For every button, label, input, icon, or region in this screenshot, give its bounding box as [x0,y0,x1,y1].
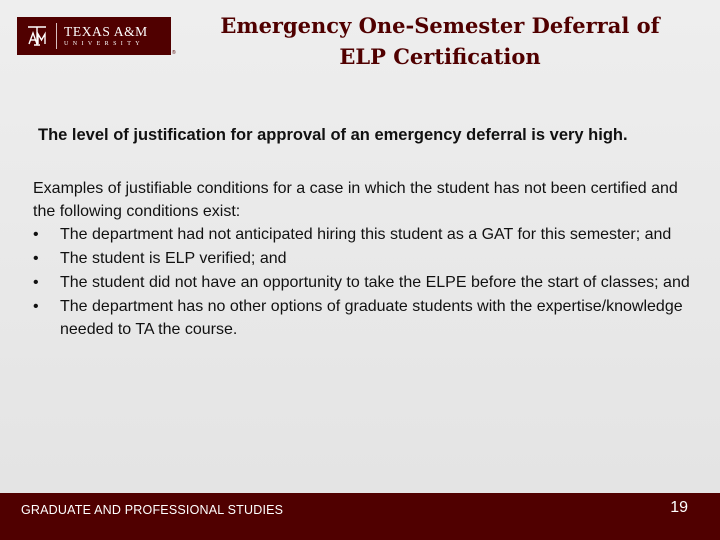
list-item-text: The department had not anticipated hiring this student as a GAT for this semester; and [60,226,672,243]
bullet-dot: • [33,298,39,315]
list-item-text: The department has no other options of graduate students with the expertise/knowledge needed to TA the course. [60,298,683,338]
slide-title-line-1: Emergency One-Semester Deferral of [220,13,660,38]
trademark-mark: ® [172,50,176,56]
list-item [33,247,693,270]
lead-statement: The level of justification for approval of an emergency deferral is very high. [38,126,628,144]
page-number: 19 [670,499,688,516]
slide-title [200,10,680,72]
conditions-list [33,223,693,342]
atm-monogram-icon [25,23,49,49]
logo-divider [56,23,57,49]
list-item [33,223,693,246]
list-item-text: The student did not have an opportunity to take the ELPE before the start of classes; and [60,274,690,291]
logo-wordmark-top: TEXAS A&M [64,23,148,39]
footer-bar [0,493,720,540]
tamu-logo [17,17,171,55]
slide-title-line-2: ELP Certification [339,44,541,69]
list-item-text: The student is ELP verified; and [60,250,287,267]
list-item [33,271,693,294]
bullet-dot: • [33,274,39,291]
list-item [33,295,693,341]
footer-label: GRADUATE AND PROFESSIONAL STUDIES [21,503,284,517]
bullet-dot: • [33,250,39,267]
bullet-dot: • [33,226,39,243]
logo-wordmark [64,25,148,48]
intro-paragraph: Examples of justifiable conditions for a case in which the student has not been certified and the following conditions exist: [33,180,678,220]
logo-wordmark-sub: UNIVERSITY [64,41,144,48]
